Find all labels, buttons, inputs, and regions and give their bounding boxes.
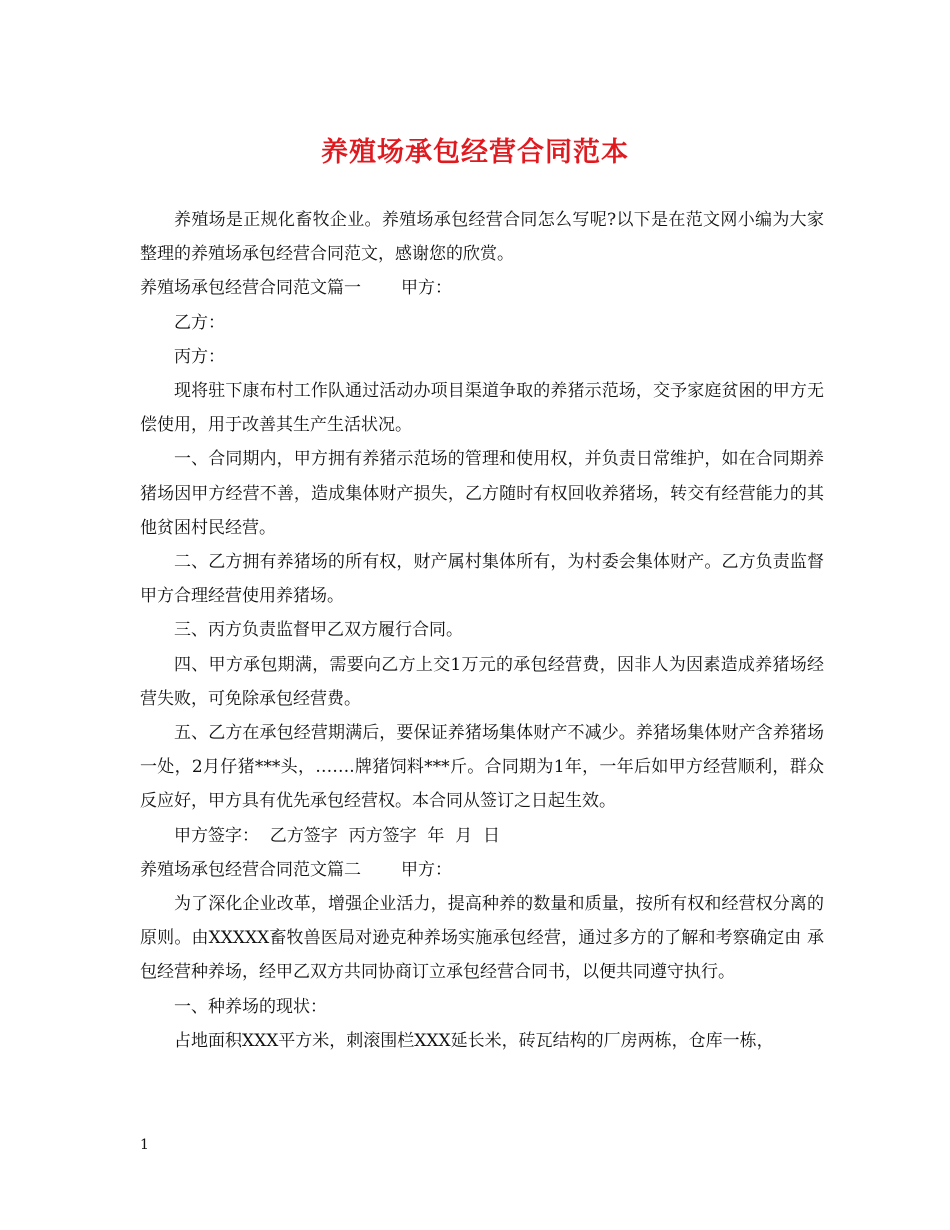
clause-4: 四、甲方承包期满，需要向乙方上交1万元的承包经营费，因非人为因素造成养猪场经营失败，可免除承包经营费。 — [140, 654, 824, 709]
signature-line: 甲方签字： 乙方签字 丙方签字 年 月 日 — [174, 825, 501, 846]
paragraph-preamble-2: 为了深化企业改革，增强企业活力，提高种养的数量和质量，按所有权和经营权分离的原则。由XXXXX畜牧兽医局对逊克种养场实施承包经营，通过多方的了解和考察确定由 承包经营种养场，经甲乙双方共同协商订立承包经营合同书，以便共同遵守执行。 — [140, 894, 824, 983]
paragraph-intro: 养殖场是正规化畜牧企业。养殖场承包经营合同怎么写呢?以下是在范文网小编为大家整理的养殖场承包经营合同范文，感谢您的欣赏。 — [140, 210, 824, 265]
document-title: 养殖场承包经营合同范本 — [321, 137, 629, 168]
paragraph-preamble: 现将驻下康布村工作队通过活动办项目渠道争取的养猪示范场，交予家庭贫困的甲方无偿使用，用于改善其生产生活状况。 — [140, 381, 824, 436]
party-c-label: 丙方： — [174, 346, 225, 367]
page-number: 1 — [140, 1137, 149, 1153]
clause-3: 三、丙方负责监督甲乙双方履行合同。 — [174, 620, 463, 641]
section-heading-text: 养殖场承包经营合同范文篇二 — [140, 859, 361, 880]
section-heading-text: 养殖场承包经营合同范文篇一 — [140, 278, 361, 299]
document-body — [140, 203, 824, 1058]
paragraph-site-description: 占地面积XXX平方米，刺滚围栏XXX延长米，砖瓦结构的厂房两栋，仓库一栋， — [174, 1030, 774, 1051]
party-a-label: 甲方： — [401, 278, 452, 299]
clause-2: 二、乙方拥有养猪场的所有权，财产属村集体所有，为村委会集体财产。乙方负责监督甲方合理经营使用养猪场。 — [140, 552, 824, 607]
party-a-label: 甲方： — [401, 859, 452, 880]
clause-5: 五、乙方在承包经营期满后，要保证养猪场集体财产不减少。养猪场集体财产含养猪场一处，2月仔猪***头，…….牌猪饲料***斤。合同期为1年，一年后如甲方经营顺利，群众反应好，甲方具有优先承包经营权。本合同从签订之日起生效。 — [140, 723, 824, 812]
section-heading-2 — [140, 853, 824, 887]
section-heading-1 — [140, 271, 824, 305]
party-b-label: 乙方： — [174, 312, 225, 333]
clause-1: 一、合同期内，甲方拥有养猪示范场的管理和使用权，并负责日常维护，如在合同期养猪场因甲方经营不善，造成集体财产损失，乙方随时有权回收养猪场，转交有经营能力的其他贫困村民经营。 — [140, 449, 824, 538]
subheading-current-status: 一、种养场的现状： — [174, 996, 327, 1017]
